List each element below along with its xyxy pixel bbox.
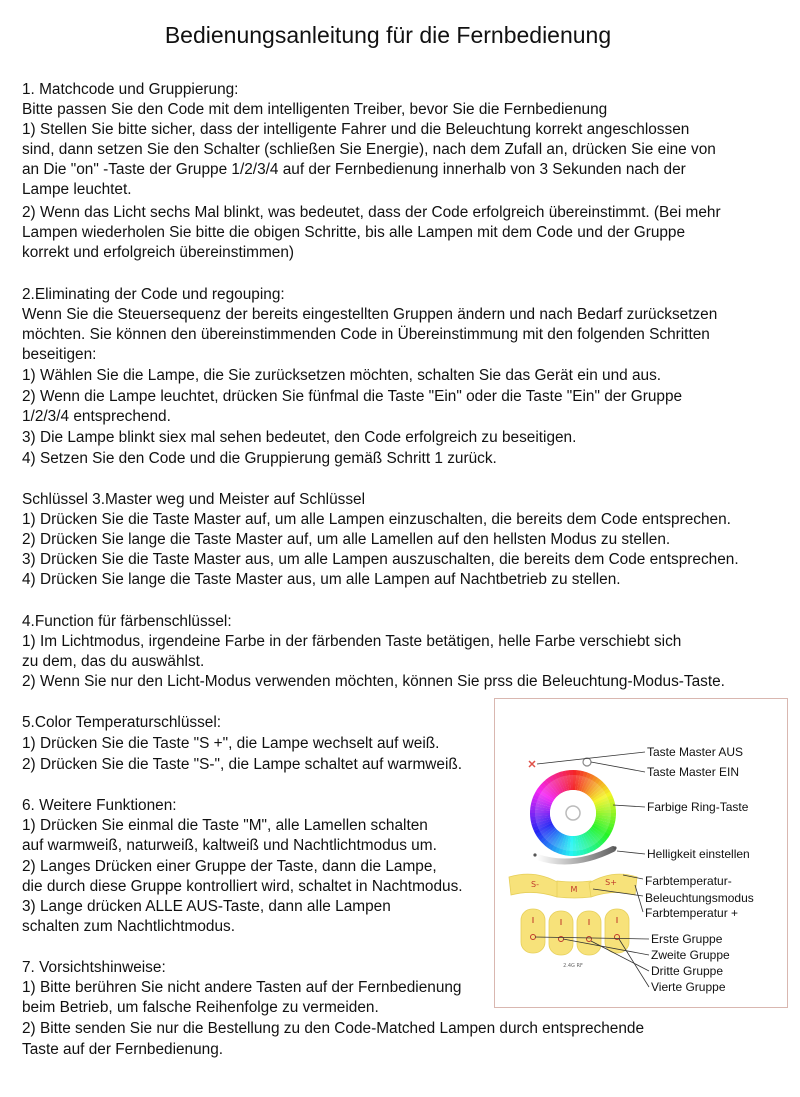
brand-label: 2.4G RF (563, 963, 583, 969)
s-minus-label: S- (531, 880, 539, 889)
text-line: 2) Wenn das Licht sechs Mal blinkt, was bedeutet, dass der Code erfolgreich übereinstimmt. (Bei mehr (22, 204, 721, 221)
text-line: 2) Langes Drücken einer Gruppe der Taste, dann die Lampe, (22, 858, 437, 875)
mode-label: M (570, 885, 578, 894)
callout-cct-minus: Farbtemperatur- (645, 874, 732, 888)
text-line: 4) Setzen Sie den Code und die Gruppierung gemäß Schritt 1 zurück. (22, 450, 497, 467)
section-1-heading: 1. Matchcode und Gruppierung: (22, 81, 239, 98)
page-title: Bedienungsanleitung für die Fernbedienung (164, 22, 612, 48)
s-plus-label: S+ (605, 878, 617, 887)
text-line: möchten. Sie können den übereinstimmenden Code in Übereinstimmung mit den folgenden Schritten (22, 326, 710, 343)
text-line: 3) Die Lampe blinkt siex mal sehen bedeutet, den Code erfolgreich zu beseitigen. (22, 429, 577, 446)
callout-group-3: Dritte Gruppe (651, 964, 724, 978)
text-line: Lampen wiederholen Sie bitte die obigen Schritte, bis alle Lampen mit dem Code und der Gruppe (22, 224, 686, 241)
section-4-heading: 4.Function für färbenschlüssel: (22, 613, 232, 630)
callout-master-on: Taste Master EIN (647, 765, 740, 779)
callout-brightness: Helligkeit einstellen (647, 847, 750, 861)
text-line: korrekt und erfolgreich übereinstimmen) (22, 244, 295, 261)
text-line: 1/2/3/4 entsprechend. (22, 408, 171, 425)
callout-group-1: Erste Gruppe (651, 932, 723, 946)
section-7-heading: 7. Vorsichtshinweise: (22, 959, 166, 976)
text-line: 2) Drücken Sie die Taste "S-", die Lampe schaltet auf warmweiß. (22, 756, 463, 773)
text-line: beseitigen: (22, 346, 97, 363)
text-line: 2) Wenn Sie nur den Licht-Modus verwenden möchten, können Sie prss die Beleuchtung-Modus-Taste. (22, 673, 725, 690)
text-line: 1) Im Lichtmodus, irgendeine Farbe in der färbenden Taste betätigen, helle Farbe verschiebt sich (22, 633, 682, 650)
text-line: 1) Stellen Sie bitte sicher, dass der intelligente Fahrer und die Beleuchtung korrekt angeschlossen (22, 121, 690, 138)
callout-group-2: Zweite Gruppe (651, 948, 730, 962)
section-2-heading: 2.Eliminating der Code und regouping: (22, 286, 285, 303)
section-6-heading: 6. Weitere Funktionen: (22, 797, 177, 814)
text-line: 2) Bitte senden Sie nur die Bestellung zu den Code-Matched Lampen durch entsprechende (22, 1020, 645, 1037)
text-line: 2) Wenn die Lampe leuchtet, drücken Sie fünfmal die Taste "Ein" oder die Taste "Ein" der Gruppe (22, 388, 683, 405)
text-line: Lampe leuchtet. (22, 181, 132, 198)
master-off-icon (529, 761, 535, 767)
text-line: Taste auf der Fernbedienung. (22, 1041, 224, 1058)
text-line: an Die "on" -Taste der Gruppe 1/2/3/4 auf der Fernbedienung innerhalb von 3 Sekunden nach der (22, 161, 686, 178)
text-line: sind, dann setzen Sie den Schalter (schließen Sie Energie), nach dem Zufall an, drücken Sie eine von (22, 141, 716, 158)
text-line: Wenn Sie die Steuersequenz der bereits eingestellten Gruppen ändern und nach Bedarf zurücksetzen (22, 306, 718, 323)
text-line: die durch diese Gruppe kontrolliert wird, schaltet in Nachtmodus. (22, 878, 463, 895)
master-on-icon (583, 758, 591, 766)
text-line: 1) Drücken Sie die Taste "S +", die Lampe wechselt auf weiß. (22, 735, 440, 752)
text-line: 3) Lange drücken ALLE AUS-Taste, dann alle Lampen (22, 898, 391, 915)
section-5-heading: 5.Color Temperaturschlüssel: (22, 714, 222, 731)
callout-cct-plus: Farbtemperatur + (645, 906, 739, 920)
text-line: schalten zum Nachtlichtmodus. (22, 918, 235, 935)
text-line: 1) Bitte berühren Sie nicht andere Tasten auf der Fernbedienung (22, 979, 462, 996)
callout-color-ring: Farbige Ring-Taste (647, 800, 749, 814)
callout-group-4: Vierte Gruppe (651, 980, 726, 994)
text-line: 1) Drücken Sie die Taste Master auf, um alle Lampen einzuschalten, die bereits dem Code entsprechen. (22, 511, 731, 528)
text-line: 4) Drücken Sie lange die Taste Master aus, um alle Lampen auf Nachtbetrieb zu stellen. (22, 571, 621, 588)
text-line: 3) Drücken Sie die Taste Master aus, um alle Lampen auszuschalten, die bereits dem Code entsprechen. (22, 551, 739, 568)
text-line: 2) Drücken Sie lange die Taste Master auf, um alle Lamellen auf den hellsten Modus zu stellen. (22, 531, 671, 548)
text-line: zu dem, das du auswählst. (22, 653, 205, 670)
remote-diagram (494, 698, 788, 1008)
text-line: Bitte passen Sie den Code mit dem intelligenten Treiber, bevor Sie die Fernbedienung (22, 101, 608, 118)
callout-master-off: Taste Master AUS (647, 745, 744, 759)
text-line: 1) Wählen Sie die Lampe, die Sie zurücksetzen möchten, schalten Sie das Gerät ein und aus. (22, 367, 662, 384)
text-line: 1) Drücken Sie einmal die Taste "M", alle Lamellen schalten (22, 817, 428, 834)
callout-light-mode: Beleuchtungsmodus (645, 891, 754, 905)
text-line: auf warmweiß, naturweiß, kaltweiß und Nachtlichtmodus um. (22, 837, 437, 854)
section-3-heading: Schlüssel 3.Master weg und Meister auf Schlüssel (22, 491, 366, 508)
text-line: beim Betrieb, um falsche Reihenfolge zu vermeiden. (22, 999, 379, 1016)
